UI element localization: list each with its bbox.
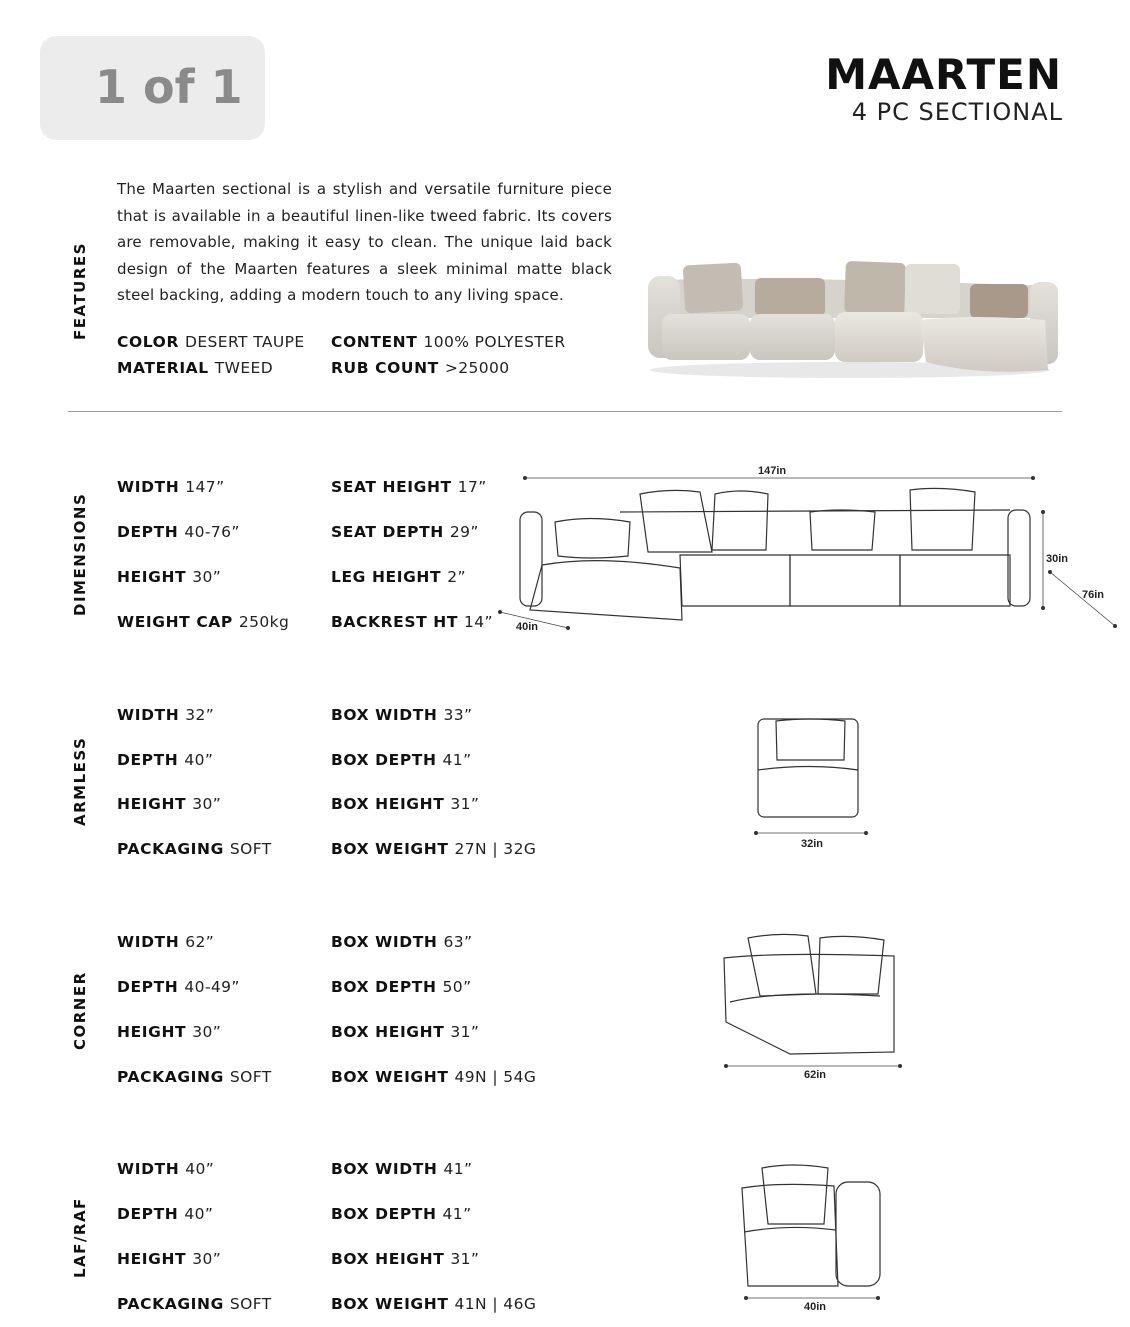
- lafraf-spec-box-depth: BOX DEPTH 41”: [331, 1205, 472, 1223]
- armless-spec-packaging: PACKAGING SOFT: [117, 840, 272, 858]
- dim-depth-label: 76in: [1082, 589, 1105, 601]
- corner-spec-box-width: BOX WIDTH 63”: [331, 933, 473, 951]
- lafraf-spec-packaging: PACKAGING SOFT: [117, 1295, 272, 1313]
- corner-spec-box-depth: BOX DEPTH 50”: [331, 978, 472, 996]
- spec-seat-depth: SEAT DEPTH 29”: [331, 523, 479, 541]
- section-label-dimensions: DIMENSIONS: [71, 492, 89, 616]
- corner-spec-height: HEIGHT 30”: [117, 1023, 222, 1041]
- corner-spec-box-weight: BOX WEIGHT 49N | 54G: [331, 1068, 537, 1086]
- lafraf-spec-height: HEIGHT 30”: [117, 1250, 222, 1268]
- armless-spec-width: WIDTH 32”: [117, 706, 215, 724]
- sectional-line-drawing: [490, 460, 1120, 640]
- spec-depth: DEPTH 40-76”: [117, 523, 240, 541]
- armless-spec-height: HEIGHT 30”: [117, 795, 222, 813]
- section-label-features: FEATURES: [71, 242, 89, 340]
- armless-spec-box-depth: BOX DEPTH 41”: [331, 751, 472, 769]
- spec-weight-cap: WEIGHT CAP 250kg: [117, 613, 290, 631]
- sofa-product-image: [640, 258, 1060, 383]
- spec-height: HEIGHT 30”: [117, 568, 222, 586]
- dim-front-depth-label: 40in: [516, 621, 539, 633]
- corner-spec-box-height: BOX HEIGHT 31”: [331, 1023, 480, 1041]
- product-description: The Maarten sectional is a stylish and versatile furniture piece that is available in a beautiful linen-like tweed fabric. Its covers are removable, making it easy to clean. The unique laid back design of the Maarten features a sleek minimal matte black steel backing, adding a modern touch to any living space.: [117, 180, 612, 304]
- section-divider: [68, 411, 1062, 412]
- spec-backrest-height: BACKREST HT 14”: [331, 613, 493, 631]
- lafraf-spec-box-height: BOX HEIGHT 31”: [331, 1250, 480, 1268]
- spec-leg-height: LEG HEIGHT 2”: [331, 568, 466, 586]
- lafraf-spec-box-weight: BOX WEIGHT 41N | 46G: [331, 1295, 537, 1313]
- section-label-armless: ARMLESS: [71, 736, 89, 826]
- spec-material: MATERIAL TWEED: [117, 359, 274, 377]
- corner-dim-width-label: 62in: [804, 1069, 827, 1081]
- page-indicator: 1 of 1: [95, 60, 243, 114]
- armless-spec-box-width: BOX WIDTH 33”: [331, 706, 473, 724]
- product-subtitle: 4 PC SECTIONAL: [851, 98, 1063, 126]
- corner-line-drawing: [718, 930, 908, 1085]
- spec-seat-height: SEAT HEIGHT 17”: [331, 478, 487, 496]
- lafraf-spec-depth: DEPTH 40”: [117, 1205, 214, 1223]
- lafraf-spec-width: WIDTH 40”: [117, 1160, 215, 1178]
- corner-spec-width: WIDTH 62”: [117, 933, 215, 951]
- spec-width: WIDTH 147”: [117, 478, 225, 496]
- lafraf-line-drawing: [738, 1162, 888, 1322]
- section-label-corner: CORNER: [71, 971, 89, 1050]
- corner-spec-depth: DEPTH 40-49”: [117, 978, 240, 996]
- spec-content: CONTENT 100% POLYESTER: [331, 333, 566, 351]
- spec-color: COLOR DESERT TAUPE: [117, 333, 305, 351]
- lafraf-spec-box-width: BOX WIDTH 41”: [331, 1160, 473, 1178]
- dim-height-label: 30in: [1046, 553, 1069, 565]
- corner-spec-packaging: PACKAGING SOFT: [117, 1068, 272, 1086]
- armless-spec-box-height: BOX HEIGHT 31”: [331, 795, 480, 813]
- section-label-lafraf: LAF/RAF: [71, 1197, 89, 1278]
- dim-width-label: 147in: [758, 465, 787, 477]
- spec-rub-count: RUB COUNT >25000: [331, 359, 510, 377]
- lafraf-dim-width-label: 40in: [804, 1301, 827, 1313]
- page-indicator-badge: [40, 36, 265, 140]
- armless-spec-depth: DEPTH 40”: [117, 751, 214, 769]
- armless-dim-width-label: 32in: [801, 838, 824, 850]
- product-title: MAARTEN: [825, 50, 1062, 99]
- armless-line-drawing: [750, 715, 870, 855]
- armless-spec-box-weight: BOX WEIGHT 27N | 32G: [331, 840, 537, 858]
